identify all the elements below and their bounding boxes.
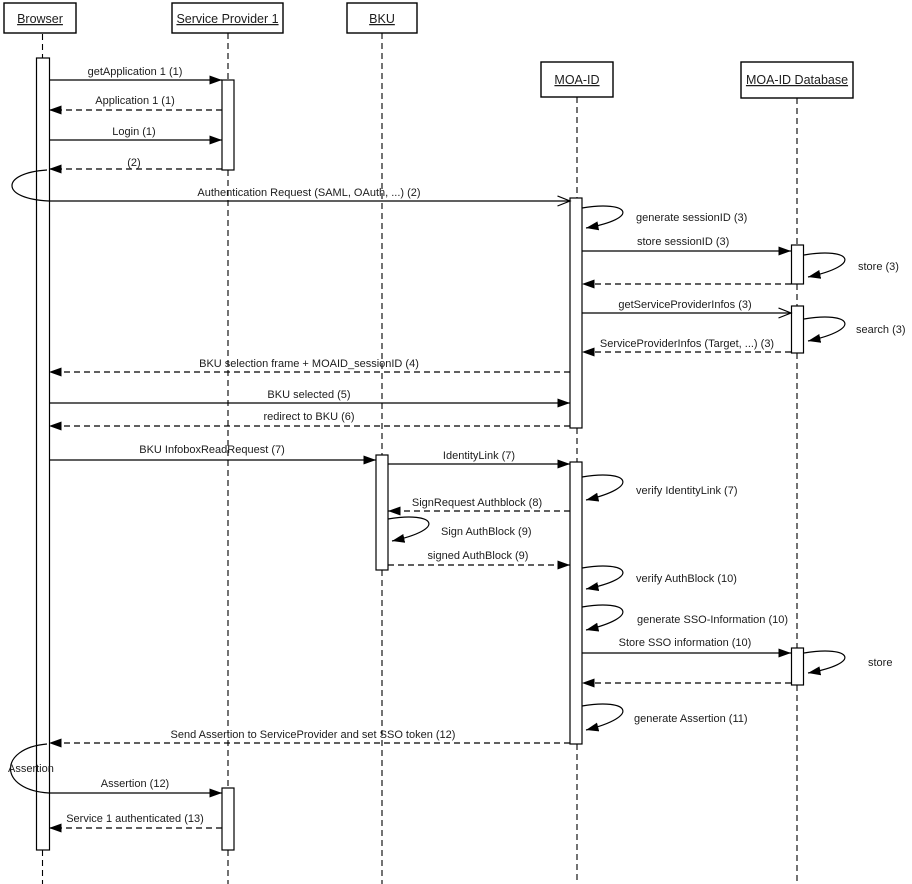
- message-bku-infobox: [49, 444, 376, 460]
- message-send-assertion-label: Send Assertion to ServiceProvider and set SSO token (12): [170, 729, 456, 741]
- message-application: [49, 95, 222, 110]
- message-login-label: Login (1): [112, 126, 156, 138]
- message-assertion12: [49, 778, 222, 793]
- message-generate-sso-loop: [582, 605, 623, 630]
- message-bku-selection-label: BKU selection frame + MOAID_sessionID (4): [199, 358, 419, 370]
- activation-db-2: [792, 306, 804, 353]
- actor-service-provider-label: Service Provider 1: [176, 12, 279, 26]
- activation-moa-id-1: [570, 198, 582, 428]
- activation-db-3: [792, 648, 804, 685]
- activation-moa-id-2: [570, 462, 582, 744]
- message-sign-authblock-loop: [388, 517, 429, 541]
- message-get-application: [49, 66, 222, 80]
- message-verify-identitylink-loop: [582, 475, 623, 500]
- message-application-label: Application 1 (1): [95, 95, 175, 107]
- activation-browser: [37, 58, 50, 850]
- actor-moa-id: [541, 62, 613, 97]
- actor-browser-label: Browser: [17, 12, 63, 26]
- activation-service-provider-2: [222, 788, 234, 850]
- message-service-auth-label: Service 1 authenticated (13): [66, 813, 204, 825]
- message-get-sp-infos: [582, 299, 791, 313]
- message-identitylink-label: IdentityLink (7): [442, 450, 516, 462]
- message-auth-request: [49, 187, 570, 201]
- lifelines: [43, 33, 798, 884]
- message-store-session-label: store sessionID (3): [637, 236, 730, 248]
- message-generate-session-loop: [582, 206, 623, 228]
- message-send-assertion: [49, 729, 570, 743]
- message-sign-authblock-label: Sign AuthBlock (9): [441, 526, 532, 538]
- message-service-auth: [49, 813, 222, 828]
- message-sign-authblock-self: [388, 517, 532, 541]
- message-verify-identitylink-self: [582, 475, 737, 500]
- message-store-label: store: [868, 657, 893, 669]
- message-response-2-label: (2): [127, 157, 141, 169]
- message-store-loop: [804, 651, 845, 673]
- message-generate-assertion-self: [582, 704, 748, 730]
- message-response-2: [49, 157, 222, 169]
- message-bku-selected: [49, 389, 570, 403]
- message-store-self: [804, 651, 892, 673]
- message-store-sso: [582, 637, 791, 653]
- message-signrequest-label: SignRequest Authblock (8): [411, 497, 543, 509]
- actor-bku: [347, 3, 417, 33]
- message-signed-authblock: [388, 550, 570, 565]
- message-signed-authblock-label: signed AuthBlock (9): [427, 550, 529, 562]
- messages: [8, 66, 906, 828]
- message-verify-authblock-loop: [582, 566, 623, 589]
- message-redirect-bku: [49, 411, 570, 426]
- message-store-session: [582, 236, 791, 251]
- message-bku-selected-label: BKU selected (5): [267, 389, 351, 401]
- message-signrequest: [388, 497, 570, 511]
- message-bku-selection: [49, 358, 570, 372]
- actor-bku-label: BKU: [369, 12, 395, 26]
- message-store3-label: store (3): [858, 261, 899, 273]
- actor-heads: [4, 3, 853, 98]
- activation-db-1: [792, 245, 804, 284]
- message-store3-self: [804, 253, 899, 277]
- message-redirect-bku-label: redirect to BKU (6): [263, 411, 355, 423]
- message-generate-session-self: [582, 206, 747, 228]
- message-generate-sso-label: generate SSO-Information (10): [637, 614, 789, 626]
- message-sp-infos-return: [582, 338, 791, 352]
- activation-service-provider-1: [222, 80, 234, 170]
- message-login: [49, 126, 222, 140]
- actor-service-provider: [172, 3, 283, 33]
- message-identitylink: [388, 450, 570, 464]
- message-search3-loop: [804, 317, 845, 341]
- message-verify-authblock-self: [582, 566, 737, 589]
- message-generate-assertion-label: generate Assertion (11): [634, 713, 748, 725]
- message-generate-session-label: generate sessionID (3): [636, 212, 748, 224]
- actor-moa-id-db: [741, 62, 853, 98]
- message-verify-authblock-label: verify AuthBlock (10): [636, 573, 737, 585]
- message-sp-infos-return-label: ServiceProviderInfos (Target, ...) (3): [599, 338, 775, 350]
- message-search3-self: [804, 317, 906, 341]
- message-verify-identitylink-label: verify IdentityLink (7): [636, 485, 738, 497]
- message-bku-infobox-label: BKU InfoboxReadRequest (7): [139, 444, 285, 456]
- message-store-sso-label: Store SSO information (10): [618, 637, 752, 649]
- message-store3-loop: [804, 253, 845, 277]
- message-assertion12-label: Assertion (12): [100, 778, 170, 790]
- message-get-application-label: getApplication 1 (1): [87, 66, 183, 78]
- activation-bku: [376, 455, 388, 570]
- actor-moa-id-label: MOA-ID: [554, 73, 600, 87]
- actor-browser: [4, 3, 76, 33]
- message-generate-assertion-loop: [582, 704, 623, 730]
- message-search3-label: search (3): [856, 324, 906, 336]
- message-auth-request-label: Authentication Request (SAML, OAuth, ...) (2): [197, 187, 421, 199]
- assertion-note-label: Assertion: [8, 763, 54, 775]
- actor-moa-id-db-label: MOA-ID Database: [745, 73, 849, 87]
- message-generate-sso-self: [582, 605, 788, 630]
- message-get-sp-infos-label: getServiceProviderInfos (3): [618, 299, 752, 311]
